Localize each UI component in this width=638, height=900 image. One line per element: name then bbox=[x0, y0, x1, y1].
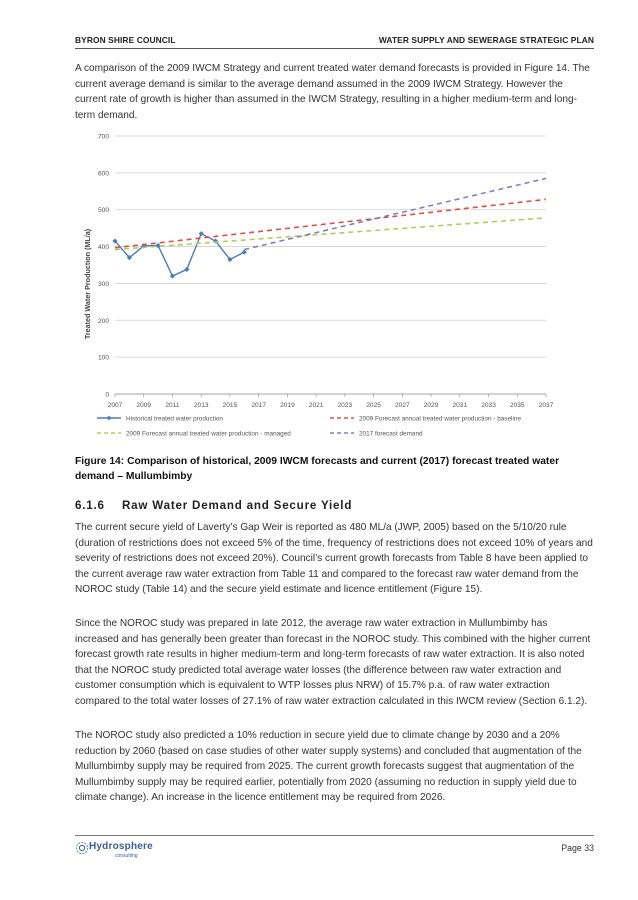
paragraph-secure-yield: The current secure yield of Laverty’s Gap Weir is reported as 480 ML/a (JWP, 2005) based on the 5/10/20 rule (duration of restrictions does not exceed 5% of the time, frequency of restrictions does not exceed 10% of years and severity of restrictions does not exceed 20%). Council’s current growth forecasts from Table 8 have been applied to the current average raw water extraction from Table 11 and compared to the forecast raw water demand from the NOROC study (Table 14) and the secure yield estimate and licence entitlement (Figure 15). bbox=[75, 522, 593, 596]
legend-marker bbox=[107, 416, 112, 421]
y-tick-label: 300 bbox=[97, 280, 109, 288]
demand-forecast-chart bbox=[75, 126, 595, 452]
logo-subtitle: consulting bbox=[115, 853, 138, 859]
x-tick-label: 2007 bbox=[107, 402, 123, 409]
x-tick-label: 2025 bbox=[366, 402, 381, 409]
legend-label: 2009 Forecast annual treated water production - baseline bbox=[359, 415, 521, 423]
paragraph-noroc-comparison: Since the NOROC study was prepared in late 2012, the average raw water extraction in Mullumbimby has increased and has generally been greater than forecast in the NOROC study. This combined with the higher current forecast growth rate results in higher medium-term and long-term forecasts of raw water extraction. It is also noted that the NOROC study predicted total average water losses (the difference between raw water extraction and customer consumption which is equivalent to WTP losses plus NRW) of 15.7% p.a. of raw water extraction compared to the total water losses of 27.1% of raw water extraction calculated in this IWCM review (Section 6.1.2). bbox=[75, 618, 591, 707]
x-tick-label: 2033 bbox=[481, 402, 496, 409]
legend-label: 2009 Forecast annual treated water production - managed bbox=[126, 430, 291, 438]
y-axis-label: Treated Water Production (ML/a) bbox=[83, 228, 92, 340]
x-tick-label: 2029 bbox=[423, 402, 439, 409]
x-tick-label: 2009 bbox=[136, 402, 152, 409]
y-tick-label: 700 bbox=[97, 133, 109, 141]
y-tick-label: 200 bbox=[97, 317, 109, 325]
logo-wordmark: Hydrosphere bbox=[89, 841, 153, 852]
y-tick-label: 100 bbox=[97, 354, 109, 362]
series-line-1 bbox=[115, 199, 546, 247]
x-tick-label: 2035 bbox=[509, 402, 525, 409]
footer-divider bbox=[75, 835, 594, 836]
x-tick-label: 2015 bbox=[222, 402, 238, 409]
y-tick-label: 600 bbox=[97, 170, 109, 178]
x-tick-label: 2013 bbox=[193, 402, 209, 409]
x-tick-label: 2037 bbox=[538, 402, 554, 409]
paragraph-climate-change: The NOROC study also predicted a 10% reduction in secure yield due to climate change by 2030 and a 20% reduction by 2060 (based on case studies of other water supply systems) and concluded that augmentation of the Mullumbimby supply may be required from 2025. The current growth forecasts suggest that augmentation of the Mullumbimby supply may be required earlier, potentially from 2020 (assuming no reduction in supply yield due to climate change). An increase in the licence entitlement may be required from 2026. bbox=[75, 730, 582, 804]
legend-label: 2017 forecast demand bbox=[359, 430, 423, 438]
page-number: Page 33 bbox=[561, 843, 594, 853]
x-tick-label: 2021 bbox=[308, 402, 324, 409]
x-tick-label: 2011 bbox=[165, 402, 180, 409]
y-tick-label: 400 bbox=[97, 244, 109, 252]
x-tick-label: 2031 bbox=[452, 402, 468, 409]
section-heading bbox=[75, 499, 352, 512]
x-tick-label: 2027 bbox=[394, 402, 410, 409]
y-tick-label: 500 bbox=[97, 207, 109, 215]
section-title: Raw Water Demand and Secure Yield bbox=[122, 499, 353, 512]
hydrosphere-logo-icon bbox=[75, 841, 89, 855]
data-point bbox=[242, 250, 247, 255]
x-tick-label: 2017 bbox=[251, 402, 267, 409]
legend-label: Historical treated water production bbox=[126, 415, 223, 423]
x-tick-label: 2019 bbox=[280, 402, 295, 409]
header-organisation: BYRON SHIRE COUNCIL bbox=[75, 35, 176, 45]
data-point bbox=[199, 231, 204, 236]
section-number: 6.1.6 bbox=[75, 499, 105, 512]
header-document-title: WATER SUPPLY AND SEWERAGE STRATEGIC PLAN bbox=[378, 35, 594, 45]
intro-paragraph: A comparison of the 2009 IWCM Strategy and current treated water demand forecasts is provided in Figure 14. The current average demand is similar to the average demand assumed in the 2009 IWCM Strategy. However the current rate of growth is higher than assumed in the IWCM Strategy, resulting in a higher medium-term and long-term demand. bbox=[75, 63, 590, 121]
hydrosphere-logo bbox=[75, 840, 165, 864]
x-tick-label: 2023 bbox=[337, 402, 353, 409]
y-tick-label: 0 bbox=[105, 391, 109, 399]
header-divider bbox=[75, 48, 594, 49]
series-line-2 bbox=[115, 218, 546, 250]
page-header bbox=[75, 35, 594, 49]
series-line-3 bbox=[244, 178, 546, 249]
figure-caption: Figure 14: Comparison of historical, 2009 IWCM forecasts and current (2017) forecast treated water demand – Mullumbimby bbox=[75, 456, 560, 482]
data-point bbox=[170, 273, 175, 278]
data-point bbox=[184, 267, 189, 272]
